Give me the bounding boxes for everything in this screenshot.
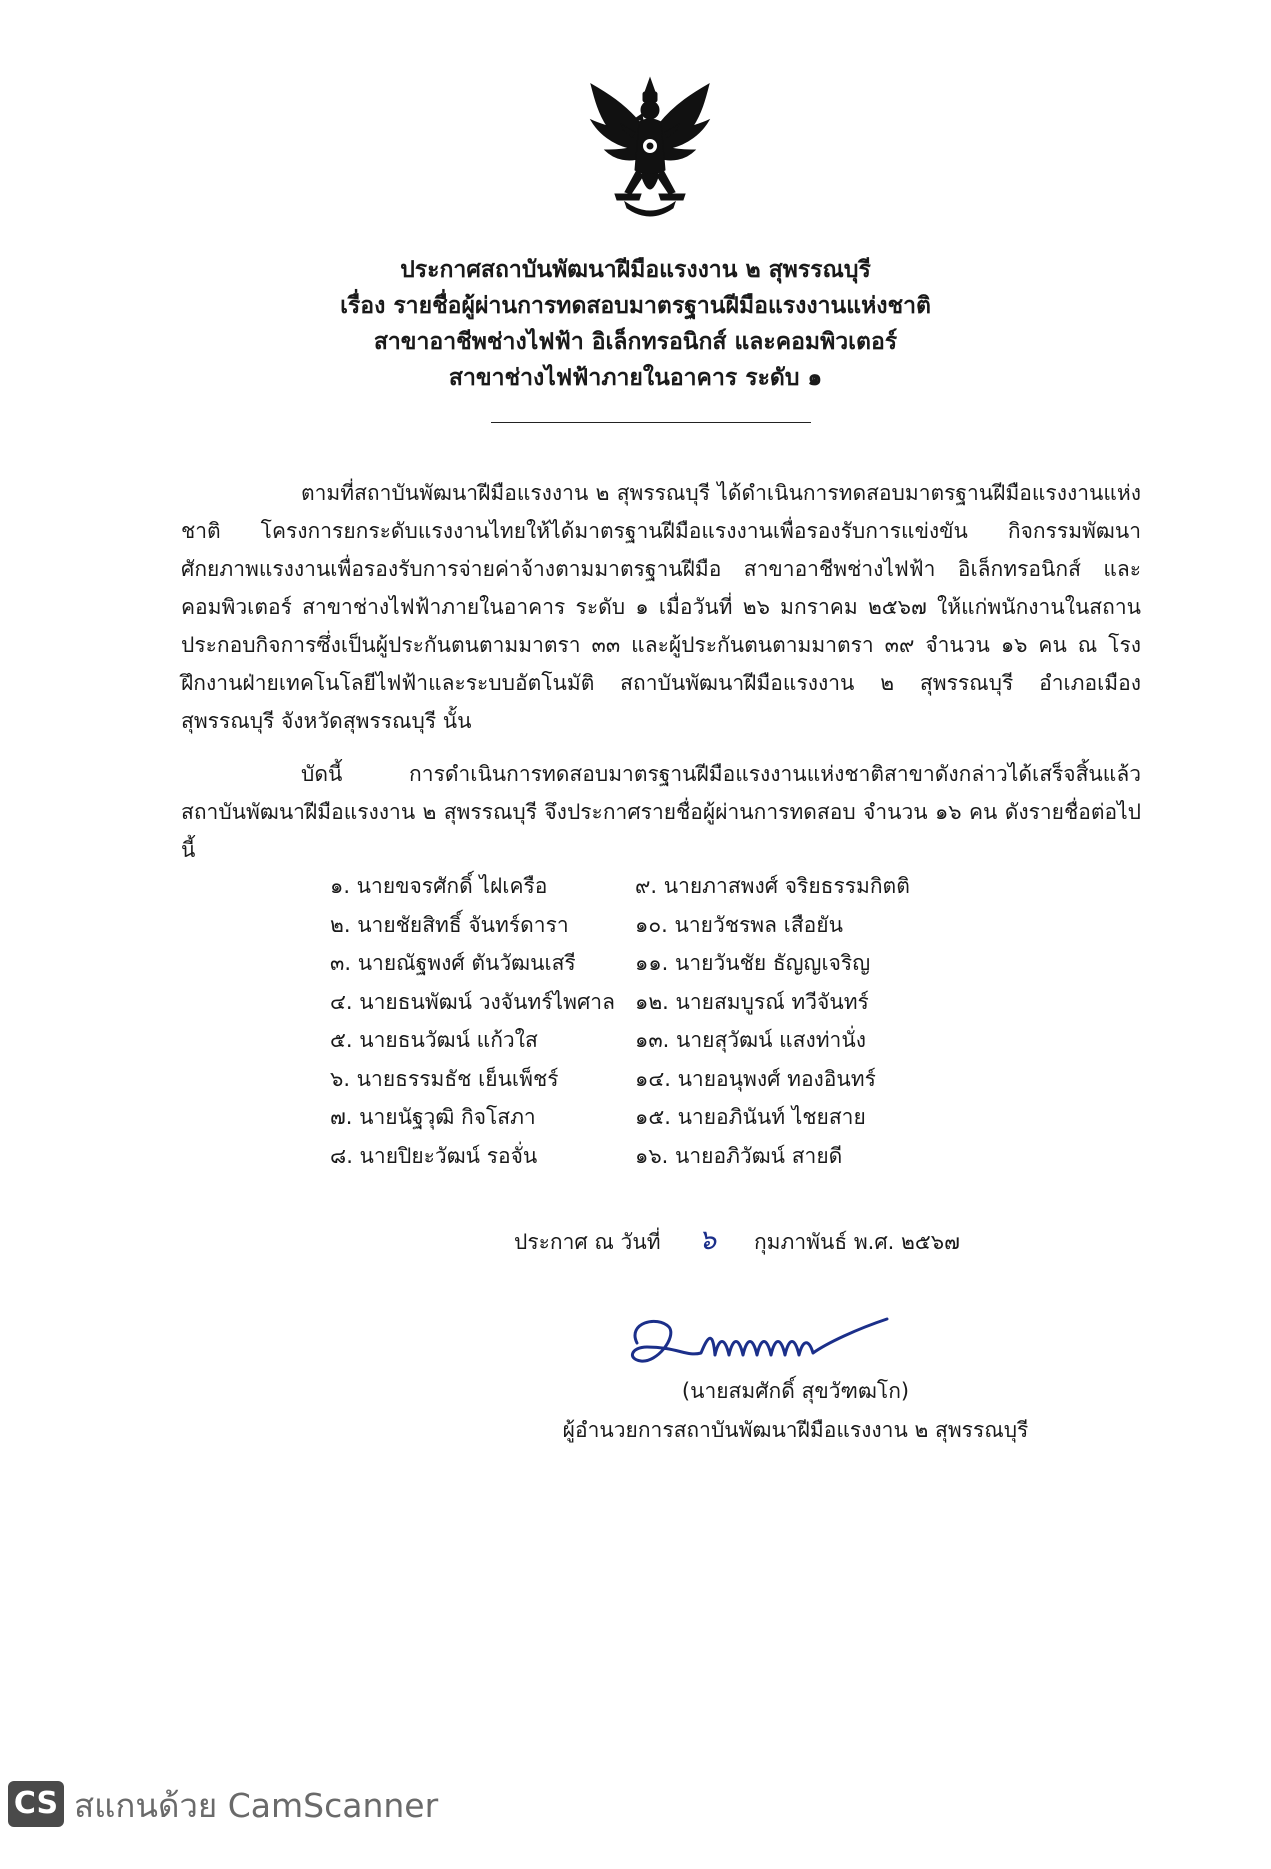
date-month-year: กุมภาพันธ์ พ.ศ. ๒๕๖๗ (753, 1230, 960, 1254)
header-branch: สาขาช่างไฟฟ้าภายในอาคาร ระดับ ๑ (448, 365, 823, 391)
passed-names-list (330, 867, 970, 1175)
name-entry: ๑๒. นายสมบูรณ์ ทวีจันทร์ (635, 989, 869, 1014)
name-entry: ๑๔. นายอนุพงศ์ ทองอินทร์ (635, 1066, 876, 1091)
name-entry: ๑. นายขจรศักดิ์ ไฝเครือ (330, 874, 548, 898)
header-subject: เรื่อง รายชื่อผู้ผ่านการทดสอบมาตรฐานฝีมือแรงงานแห่งชาติ (340, 293, 931, 319)
name-entry: ๑๕. นายอภินันท์ ไชยสาย (635, 1105, 866, 1129)
name-entry: ๕. นายธนวัฒน์ แก้วใส (330, 1028, 538, 1052)
name-entry: ๗. นายนัฐวุฒิ กิจโสภา (330, 1105, 536, 1129)
list-item (330, 1021, 970, 1060)
name-entry: ๒. นายชัยสิทธิ์ จันทร์ดารา (330, 912, 569, 937)
list-item (330, 944, 970, 983)
header-field: สาขาอาชีพช่างไฟฟ้า อิเล็กทรอนิกส์ และคอมพิวเตอร์ (373, 329, 898, 355)
name-entry: ๔. นายธนพัฒน์ วงจันทร์ไพศาล (330, 989, 615, 1014)
name-entry: ๑๖. นายอภิวัฒน์ สายดี (635, 1143, 843, 1168)
name-entry: ๑๑. นายวันชัย ธัญญเจริญ (635, 951, 871, 975)
list-item (330, 906, 970, 945)
name-entry: ๘. นายปิยะวัฒน์ รอจั่น (330, 1143, 538, 1168)
signer-name: (นายสมศักดิ์ สุขวัฑฒโก) (681, 1379, 910, 1403)
name-entry: ๑๓. นายสุวัฒน์ แสงท่านั่ง (635, 1028, 866, 1052)
signer-position: ผู้อำนวยการสถาบันพัฒนาฝีมือแรงงาน ๒ สุพรรณบุรี (562, 1418, 1029, 1442)
camscanner-logo-icon: CS (8, 1781, 64, 1827)
list-item (330, 867, 970, 906)
camscanner-watermark: สแกนด้วย CamScanner (74, 1786, 439, 1825)
header-divider (491, 422, 811, 423)
list-item (330, 1137, 970, 1176)
date-prefix: ประกาศ ณ วันที่ (514, 1230, 661, 1254)
name-entry: ๙. นายภาสพงศ์ จริยธรรมกิตติ (635, 874, 910, 898)
list-item (330, 1060, 970, 1099)
garuda-emblem-icon (585, 74, 715, 224)
announcement-header (0, 252, 1271, 396)
announcement-date (514, 1222, 1054, 1260)
date-day-handwritten: ๖ (698, 1223, 717, 1256)
name-entry: ๖. นายธรรมธัช เย็นเพ็ชร์ (330, 1066, 559, 1091)
name-entry: ๓. นายณัฐพงศ์ ตันวัฒนเสรี (330, 951, 576, 975)
body-paragraph-2: บัดนี้ การดำเนินการทดสอบมาตรฐานฝีมือแรงงานแห่งชาติสาขาดังกล่าวได้เสร็จสิ้นแล้ว สถาบันพัฒนาฝีมือแรงงาน ๒ สุพรรณบุรี จึงประกาศรายชื่อผู้ผ่านการทดสอบ จำนวน ๑๖ คน ดังรายชื่อต่อไปนี้ (181, 762, 1141, 862)
list-item (330, 983, 970, 1022)
body-paragraph-1: ตามที่สถาบันพัฒนาฝีมือแรงงาน ๒ สุพรรณบุรี ได้ดำเนินการทดสอบมาตรฐานฝีมือแรงงานแห่งชาติ โครงการยกระดับแรงงานไทยให้ได้มาตรฐานฝีมือแรงงานเพื่อรองรับการแข่งขัน กิจกรรมพัฒนาศักยภาพแรงงานเพื่อรองรับการจ่ายค่าจ้างตามมาตรฐานฝีมือ สาขาอาชีพช่างไฟฟ้า อิเล็กทรอนิกส์ และคอมพิวเตอร์ สาขาช่างไฟฟ้าภายในอาคาร ระดับ ๑ เมื่อวันที่ ๒๖ มกราคม ๒๕๖๗ ให้แก่พนักงานในสถานประกอบกิจการซึ่งเป็นผู้ประกันตนตามมาตรา ๓๓ และผู้ประกันตนตามมาตรา ๓๙ จำนวน ๑๖ คน ณ โรงฝึกงานฝ่ายเทคโนโลยีไฟฟ้าและระบบอัตโนมัติ สถาบันพัฒนาฝีมือแรงงาน ๒ สุพรรณบุรี อำเภอเมืองสุพรรณบุรี จังหวัดสุพรรณบุรี นั้น (181, 481, 1141, 733)
list-item (330, 1098, 970, 1137)
header-title: ประกาศสถาบันพัฒนาฝีมือแรงงาน ๒ สุพรรณบุรี (400, 257, 871, 283)
name-entry: ๑๐. นายวัชรพล เสือยัน (635, 912, 843, 937)
